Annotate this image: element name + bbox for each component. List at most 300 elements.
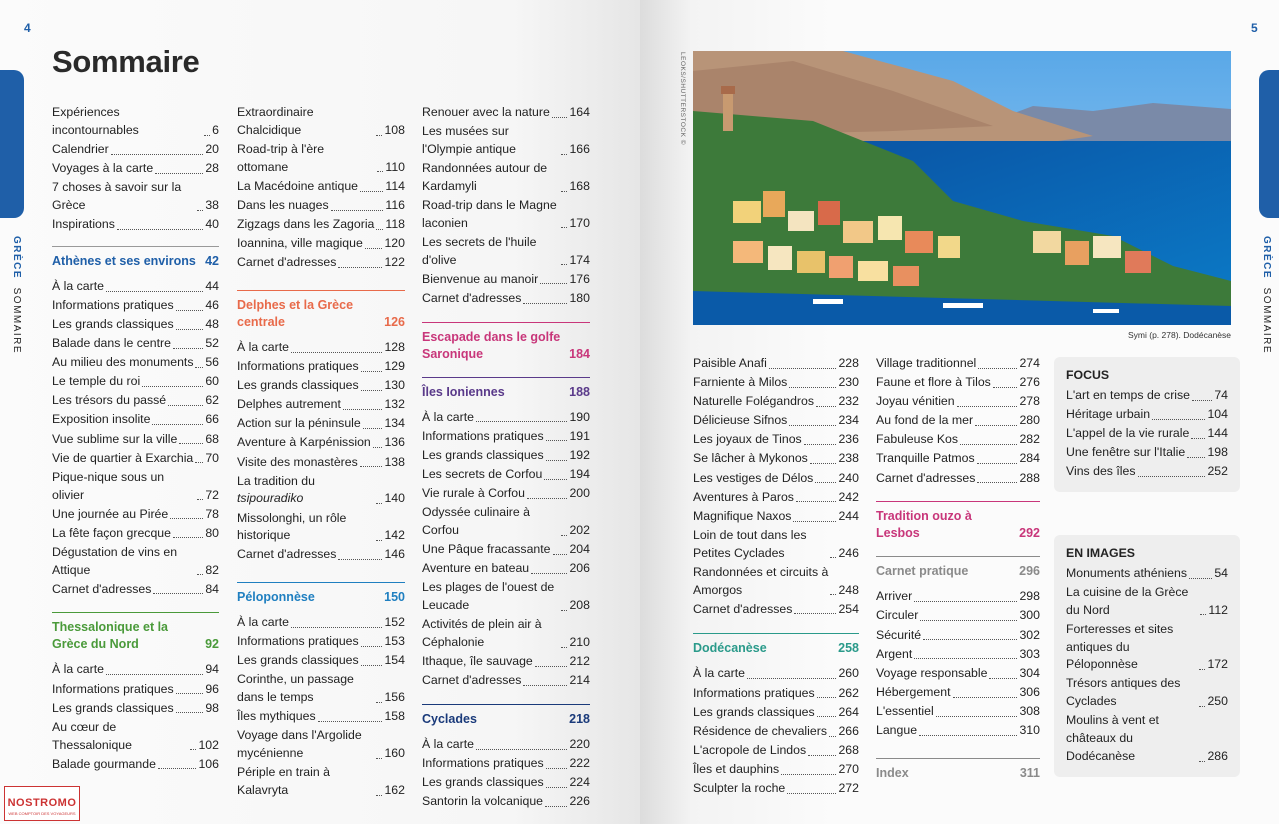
- toc-entry-page: 264: [838, 704, 859, 719]
- toc-entry-label: L'art en temps de crise: [1066, 387, 1191, 402]
- toc-entry-page: 156: [384, 690, 405, 705]
- toc-leader-dots: [476, 749, 568, 750]
- toc-entry-page: 192: [569, 447, 590, 462]
- toc-entry[interactable]: [876, 627, 1040, 645]
- toc-entry[interactable]: [237, 339, 405, 357]
- toc-leader-dots: [816, 406, 836, 407]
- toc-entry-page: 20: [205, 141, 219, 156]
- toc-entry[interactable]: [693, 665, 859, 683]
- toc-entry-page: 230: [838, 375, 859, 390]
- toc-leader-dots: [376, 135, 382, 136]
- toc-entry-label: Une Pâque fracassante: [422, 541, 551, 556]
- toc-entry-label: Les grands classiques: [237, 378, 359, 393]
- toc-entry-label: Îles mythiques: [237, 709, 316, 724]
- toc-entry-label: L'appel de la vie rurale: [1066, 425, 1190, 440]
- toc-leader-dots: [787, 793, 836, 794]
- toc-entry-page: 66: [205, 412, 219, 427]
- toc-leader-dots: [829, 736, 836, 737]
- toc-leader-dots: [817, 716, 837, 717]
- toc-entry-page: 118: [385, 216, 405, 231]
- toc-entry-page: 304: [1019, 665, 1040, 680]
- toc-leader-dots: [789, 387, 836, 388]
- section-cyclades[interactable]: Cyclades 218: [422, 704, 590, 728]
- toc-entry[interactable]: [1066, 675, 1228, 711]
- toc-entry-label: Vue sublime sur la ville: [52, 431, 178, 446]
- toc-entry[interactable]: [876, 470, 1040, 488]
- toc-leader-dots: [197, 574, 203, 575]
- toc-entry-page: 84: [205, 581, 219, 596]
- toc-entry-page: 168: [569, 178, 590, 193]
- toc-entry[interactable]: [52, 719, 219, 755]
- toc-entry-label: Expériences incontournables: [52, 105, 139, 137]
- toc-entry[interactable]: [52, 160, 219, 178]
- toc-entry-label: Ithaque, île sauvage: [422, 653, 533, 668]
- toc-entry[interactable]: [52, 681, 219, 699]
- toc-entry-page: 94: [205, 662, 219, 677]
- toc-entry-label: La fête façon grecque: [52, 525, 171, 540]
- toc-entry-page: 202: [569, 522, 590, 537]
- toc-leader-dots: [197, 210, 203, 211]
- toc-leader-dots: [142, 386, 203, 387]
- toc-entry[interactable]: [52, 661, 219, 679]
- toc-entry[interactable]: [52, 525, 219, 543]
- toc-entry[interactable]: [1066, 425, 1228, 443]
- toc-entry[interactable]: [693, 564, 859, 600]
- section-lesbos[interactable]: Tradition ouzo à Lesbos 292: [876, 501, 1040, 542]
- toc-entry[interactable]: [237, 510, 405, 546]
- toc-leader-dots: [360, 191, 383, 192]
- toc-leader-dots: [561, 610, 567, 611]
- toc-entry-page: 162: [384, 783, 405, 798]
- toc-entry[interactable]: [693, 393, 859, 411]
- toc-leader-dots: [781, 774, 836, 775]
- toc-entry-label: Au cœur de Thessalonique: [52, 719, 132, 752]
- toc-entry[interactable]: [693, 489, 859, 507]
- toc-entry[interactable]: [422, 104, 590, 122]
- toc-entry-label: Voyage dans l'Argolide mycénienne: [237, 728, 362, 761]
- toc-entry-label: Delphes autrement: [237, 397, 341, 412]
- toc-entry[interactable]: [1066, 444, 1228, 462]
- toc-entry[interactable]: [422, 560, 590, 578]
- toc-entry[interactable]: [422, 466, 590, 484]
- toc-entry[interactable]: [1066, 406, 1228, 424]
- toc-entry-label: Carnet d'adresses: [52, 581, 152, 596]
- section-dodecanese[interactable]: Dodécanèse 258: [693, 633, 859, 657]
- toc-leader-dots: [338, 559, 382, 560]
- toc-entry-page: 166: [569, 141, 590, 156]
- toc-leader-dots: [376, 758, 382, 759]
- toc-entry[interactable]: [237, 415, 405, 433]
- toc-entry-label: Informations pratiques: [237, 359, 359, 374]
- toc-entry-label: Renouer avec la nature: [422, 105, 550, 119]
- toc-leader-dots: [155, 173, 203, 174]
- page-number-left: 4: [24, 21, 31, 35]
- toc-entry[interactable]: [876, 374, 1040, 392]
- section-index[interactable]: Index 311: [876, 758, 1040, 782]
- toc-entry[interactable]: [52, 373, 219, 391]
- toc-leader-dots: [195, 462, 203, 463]
- toc-entry-label: Visite des monastères: [237, 454, 358, 469]
- section-delphes[interactable]: Delphes et la Grèce centrale 126: [237, 290, 405, 331]
- toc-leader-dots: [176, 712, 204, 713]
- toc-entry[interactable]: [422, 774, 590, 792]
- toc-entry-page: 78: [205, 506, 219, 521]
- toc-entry[interactable]: [422, 447, 590, 465]
- toc-entry-page: 300: [1019, 608, 1040, 623]
- toc-entry-label: À la carte: [52, 278, 104, 293]
- toc-entry[interactable]: [52, 700, 219, 718]
- toc-entry-page: 142: [384, 528, 405, 543]
- toc-entry[interactable]: [422, 271, 590, 289]
- toc-entry-page: 82: [205, 562, 219, 577]
- toc-leader-dots: [197, 499, 203, 500]
- toc-entry-label: À la carte: [52, 662, 104, 677]
- toc-entry[interactable]: [52, 278, 219, 296]
- toc-entry-label: Fabuleuse Kos: [876, 432, 959, 447]
- toc-entry[interactable]: [422, 234, 590, 270]
- toc-entry-list: [693, 355, 859, 618]
- toc-entry[interactable]: [693, 527, 859, 563]
- toc-leader-dots: [914, 658, 1017, 659]
- toc-entry-list: [422, 409, 590, 690]
- toc-leader-dots: [190, 749, 196, 750]
- toc-entry-page: 288: [1019, 470, 1040, 485]
- section-athenes[interactable]: Athènes et ses environs 42: [52, 246, 219, 270]
- toc-leader-dots: [360, 466, 383, 467]
- toc-entry[interactable]: [237, 652, 405, 670]
- toc-entry[interactable]: [237, 377, 405, 395]
- toc-entry-label: Faune et flore à Tilos: [876, 375, 991, 390]
- toc-entry[interactable]: [1066, 584, 1228, 620]
- toc-entry[interactable]: [237, 396, 405, 414]
- toc-entry[interactable]: [52, 411, 219, 429]
- toc-entry-list: [876, 355, 1040, 487]
- toc-entry[interactable]: [876, 646, 1040, 664]
- toc-leader-dots: [331, 210, 384, 211]
- toc-leader-dots: [195, 367, 203, 368]
- side-label-left: [11, 236, 22, 354]
- toc-entry[interactable]: [876, 722, 1040, 740]
- section-peloponnese[interactable]: Péloponnèse 150: [237, 582, 405, 606]
- toc-entry[interactable]: [52, 581, 219, 599]
- toc-entry-label: Action sur la péninsule: [237, 416, 361, 431]
- toc-entry-label: La cuisine de la Grèce du Nord: [1066, 584, 1189, 617]
- toc-leader-dots: [1191, 438, 1205, 439]
- toc-entry[interactable]: [237, 454, 405, 472]
- toc-entry-page: 244: [838, 508, 859, 523]
- toc-entry[interactable]: [876, 450, 1040, 468]
- toc-entry[interactable]: [237, 358, 405, 376]
- toc-entry[interactable]: [693, 761, 859, 779]
- toc-entry[interactable]: [237, 254, 405, 272]
- section-saronique[interactable]: Escapade dans le golfe Saronique 184: [422, 322, 590, 363]
- toc-entry-label: Voyage responsable: [876, 665, 988, 680]
- toc-entry[interactable]: [237, 708, 405, 726]
- toc-leader-dots: [815, 482, 836, 483]
- toc-entry[interactable]: [693, 508, 859, 526]
- toc-entry[interactable]: [422, 653, 590, 671]
- toc-entry-page: 54: [1214, 565, 1228, 580]
- toc-leader-dots: [1152, 419, 1205, 420]
- toc-entry-label: 7 choses à savoir sur la Grèce: [52, 180, 182, 212]
- toc-leader-dots: [769, 368, 837, 369]
- toc-entry-page: 212: [569, 653, 590, 668]
- toc-entry-list: [237, 104, 405, 272]
- toc-entry[interactable]: [237, 141, 405, 177]
- section-carnet-pratique[interactable]: Carnet pratique 296: [876, 556, 1040, 580]
- toc-leader-dots: [361, 371, 383, 372]
- toc-entry[interactable]: [237, 473, 405, 509]
- toc-entry[interactable]: [52, 141, 219, 159]
- toc-entry-label: Au milieu des monuments: [52, 355, 194, 370]
- toc-entry-page: 268: [838, 742, 859, 757]
- toc-entry[interactable]: [237, 546, 405, 564]
- toc-entry-label: Bienvenue au manoir: [422, 271, 539, 286]
- toc-entry[interactable]: [237, 671, 405, 707]
- toc-entry-page: 176: [569, 271, 590, 286]
- toc-entry[interactable]: [693, 374, 859, 392]
- toc-entry-label: Résidence de chevaliers: [693, 723, 827, 738]
- toc-entry-label: Calendrier: [52, 141, 109, 156]
- toc-entry[interactable]: [237, 633, 405, 651]
- toc-entry[interactable]: [693, 450, 859, 468]
- toc-entry[interactable]: [422, 541, 590, 559]
- toc-entry[interactable]: [422, 579, 590, 615]
- toc-entry-page: 153: [384, 634, 405, 649]
- section-thessalonique[interactable]: Thessalonique et la Grèce du Nord 92: [52, 612, 219, 653]
- toc-entry[interactable]: [237, 104, 405, 140]
- toc-entry-page: 60: [205, 374, 219, 389]
- toc-leader-dots: [789, 425, 836, 426]
- toc-entry-label: Joyau vénitien: [876, 394, 955, 409]
- toc-leader-dots: [561, 535, 567, 536]
- toc-entry[interactable]: [52, 450, 219, 468]
- toc-leader-dots: [376, 540, 382, 541]
- toc-entry-page: 194: [569, 466, 590, 481]
- toc-entry-label: Road-trip à l'ère ottomane: [237, 141, 325, 174]
- toc-entry[interactable]: [52, 179, 219, 215]
- toc-entry[interactable]: [237, 614, 405, 632]
- toc-entry[interactable]: [237, 178, 405, 196]
- toc-entry[interactable]: [876, 393, 1040, 411]
- toc-entry-list: [237, 339, 405, 564]
- toc-leader-dots: [361, 665, 383, 666]
- toc-entry-page: 191: [569, 428, 590, 443]
- toc-entry[interactable]: [1066, 621, 1228, 674]
- toc-entry-page: 242: [838, 489, 859, 504]
- toc-entry-label: Sécurité: [876, 627, 922, 642]
- toc-entry-page: 68: [205, 431, 219, 446]
- toc-entry[interactable]: [52, 506, 219, 524]
- toc-entry-label: Les grands classiques: [52, 700, 174, 715]
- toc-entry-label: Naturelle Folégandros: [693, 394, 814, 409]
- toc-entry-page: 246: [838, 545, 859, 560]
- toc-entry[interactable]: [693, 685, 859, 703]
- toc-entry-label: L'essentiel: [876, 703, 934, 718]
- toc-leader-dots: [376, 702, 382, 703]
- toc-leader-dots: [914, 601, 1017, 602]
- toc-leader-dots: [531, 573, 567, 574]
- toc-entry-page: 46: [205, 297, 219, 312]
- toc-entry[interactable]: [52, 297, 219, 315]
- section-ioniennes[interactable]: Îles Ioniennes 188: [422, 377, 590, 401]
- toc-leader-dots: [561, 647, 567, 648]
- toc-entry-label: Sculpter la roche: [693, 780, 786, 795]
- toc-entry-page: 106: [198, 756, 219, 771]
- toc-leader-dots: [540, 283, 567, 284]
- toc-entry[interactable]: [876, 703, 1040, 721]
- toc-entry-label: Les secrets de Corfou: [422, 466, 543, 481]
- toc-entry-list: [237, 614, 405, 800]
- toc-entry[interactable]: [52, 335, 219, 353]
- toc-entry[interactable]: [876, 607, 1040, 625]
- toc-entry[interactable]: [422, 123, 590, 159]
- toc-leader-dots: [830, 557, 836, 558]
- toc-entry[interactable]: [422, 755, 590, 773]
- toc-entry-label: Informations pratiques: [422, 755, 544, 770]
- toc-entry-page: 110: [385, 159, 405, 174]
- toc-entry[interactable]: [237, 727, 405, 763]
- toc-leader-dots: [318, 721, 383, 722]
- toc-entry-label: Dans les nuages: [237, 197, 329, 212]
- toc-leader-dots: [993, 387, 1018, 388]
- toc-entry[interactable]: [237, 197, 405, 215]
- toc-entry[interactable]: [876, 684, 1040, 702]
- toc-leader-dots: [291, 352, 383, 353]
- toc-column-1: [52, 104, 219, 775]
- toc-entry[interactable]: [876, 431, 1040, 449]
- toc-entry-label: À la carte: [693, 666, 745, 681]
- toc-leader-dots: [747, 678, 837, 679]
- toc-entry-label: À la carte: [237, 339, 289, 354]
- toc-entry-label: Trésors antiques des Cyclades: [1066, 676, 1181, 709]
- toc-entry-page: 206: [569, 561, 590, 575]
- toc-entry[interactable]: [693, 412, 859, 430]
- toc-entry-label: Farniente à Milos: [693, 375, 788, 390]
- toc-entry-page: 303: [1019, 646, 1040, 661]
- toc-leader-dots: [535, 666, 568, 667]
- toc-entry[interactable]: [52, 469, 219, 505]
- toc-entry[interactable]: [422, 428, 590, 446]
- toc-entry-page: 96: [205, 681, 219, 696]
- toc-entry[interactable]: [422, 290, 590, 308]
- toc-entry[interactable]: [422, 793, 590, 811]
- toc-entry-page: 226: [569, 794, 590, 809]
- toc-entry[interactable]: [237, 764, 405, 800]
- toc-entry[interactable]: [52, 316, 219, 334]
- toc-leader-dots: [338, 267, 382, 268]
- toc-leader-dots: [804, 444, 837, 445]
- toc-entry[interactable]: [237, 216, 405, 234]
- toc-entry-list: [693, 665, 859, 797]
- toc-entry-label: Périple en train à Kalavryta: [237, 765, 330, 798]
- toc-leader-dots: [343, 409, 383, 410]
- toc-entry[interactable]: [52, 392, 219, 410]
- toc-entry[interactable]: [693, 601, 859, 619]
- toc-entry[interactable]: [422, 736, 590, 754]
- toc-entry-page: 128: [384, 339, 405, 354]
- toc-entry[interactable]: [693, 742, 859, 760]
- toc-entry[interactable]: [422, 485, 590, 503]
- toc-entry[interactable]: [876, 355, 1040, 373]
- toc-entry[interactable]: [52, 104, 219, 140]
- toc-leader-dots: [1199, 706, 1205, 707]
- toc-entry[interactable]: [1066, 463, 1228, 481]
- toc-entry[interactable]: [52, 544, 219, 580]
- toc-entry-page: 164: [569, 105, 590, 119]
- toc-entry[interactable]: [52, 216, 219, 234]
- photo-credit: LEOKS/SHUTTERSTOCK ©: [679, 52, 686, 146]
- toc-entry-page: 308: [1019, 703, 1040, 718]
- toc-entry[interactable]: [422, 672, 590, 690]
- toc-entry-label: À la carte: [237, 615, 289, 630]
- toc-leader-dots: [179, 443, 203, 444]
- toc-entry[interactable]: [693, 780, 859, 798]
- toc-leader-dots: [376, 229, 383, 230]
- toc-entry-page: 130: [384, 378, 405, 393]
- toc-entry[interactable]: [876, 412, 1040, 430]
- toc-entry-label: Les grands classiques: [237, 653, 359, 668]
- toc-entry[interactable]: [693, 470, 859, 488]
- toc-column-4: [693, 355, 859, 799]
- toc-entry-page: 310: [1019, 723, 1040, 738]
- toc-leader-dots: [561, 154, 567, 155]
- toc-entry-page: 302: [1019, 627, 1040, 642]
- toc-entry-page: 276: [1019, 375, 1040, 390]
- toc-entry[interactable]: [1066, 387, 1228, 405]
- toc-leader-dots: [794, 613, 836, 614]
- toc-entry-page: 272: [838, 780, 859, 795]
- toc-entry[interactable]: [422, 616, 590, 652]
- toc-entry[interactable]: [422, 160, 590, 196]
- toc-entry[interactable]: [876, 665, 1040, 683]
- toc-leader-dots: [377, 171, 383, 172]
- toc-entry[interactable]: [1066, 565, 1228, 583]
- toc-entry[interactable]: [693, 723, 859, 741]
- toc-leader-dots: [204, 135, 210, 136]
- toc-entry-label: Informations pratiques: [237, 634, 359, 649]
- images-box: [1054, 535, 1240, 777]
- toc-entry[interactable]: [237, 235, 405, 253]
- toc-entry[interactable]: [693, 355, 859, 373]
- toc-entry-label: Monuments athéniens: [1066, 565, 1187, 580]
- toc-leader-dots: [106, 291, 203, 292]
- toc-entry[interactable]: [693, 704, 859, 722]
- toc-leader-dots: [1138, 476, 1206, 477]
- toc-entry[interactable]: [693, 431, 859, 449]
- toc-entry-label: Les trésors du passé: [52, 393, 167, 408]
- toc-entry[interactable]: [422, 197, 590, 233]
- toc-entry-page: 56: [205, 355, 219, 370]
- toc-entry-label: Les grands classiques: [693, 704, 815, 719]
- toc-entry[interactable]: [422, 504, 590, 540]
- toc-entry[interactable]: [52, 756, 219, 774]
- page-number-right: 5: [1251, 21, 1258, 35]
- toc-entry[interactable]: [237, 434, 405, 452]
- toc-entry[interactable]: [52, 431, 219, 449]
- toc-entry-label: Informations pratiques: [422, 428, 544, 443]
- toc-leader-dots: [376, 503, 382, 504]
- toc-entry-label: Ioannina, ville magique: [237, 236, 363, 251]
- toc-entry[interactable]: [876, 588, 1040, 606]
- toc-entry[interactable]: [52, 354, 219, 372]
- toc-entry[interactable]: [1066, 712, 1228, 765]
- nostromo-watermark: NOSTROMO WEB COMPTOIR DES VOYAGEURS: [4, 786, 80, 821]
- toc-entry-label: Aventure en bateau: [422, 561, 530, 575]
- toc-entry[interactable]: [422, 409, 590, 427]
- toc-entry-label: Une journée au Pirée: [52, 506, 169, 521]
- toc-entry-label: Délicieuse Sifnos: [693, 413, 788, 428]
